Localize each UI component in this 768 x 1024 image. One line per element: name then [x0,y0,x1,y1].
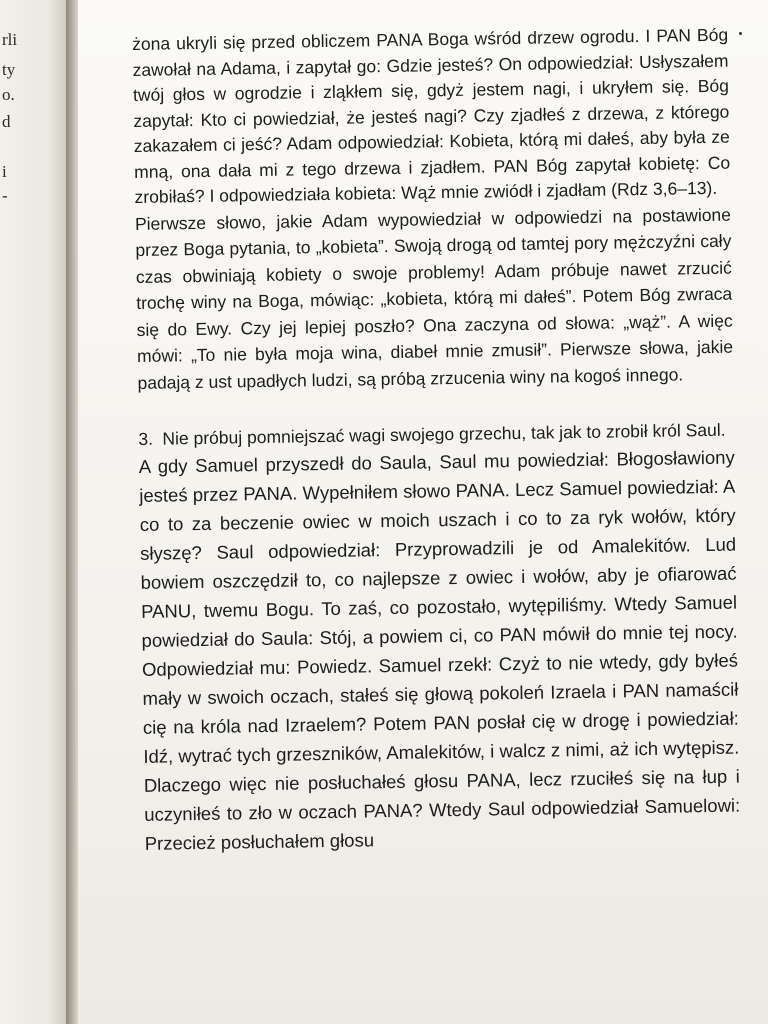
point-number: 3. [138,428,154,449]
commentary-paragraph: Pierwsze słowo, jakie Adam wypowiedział w odpowiedzi na postawione przez Boga pytania, to „kobieta”. Swoją drogą od tamtej pory mężczyźni cały czas obwiniają kobiety o swoje problemy! Adam próbuje nawet zrzucić trochę winy na Boga, mówiąc: „kobieta, którą mi dałeś”. Potem Bóg zwraca się do Ewy. Czy jej lepiej poszło? Ona zaczyna od słowa: „wąż”. A więc mówi: „To nie była moja wina, diabeł mnie zmusił”. Pierwsze słowa, jakie padają z ust upadłych ludzi, są próbą zrzucenia winy na kogoś innego. [134,204,734,393]
quote-paragraph-samuel: A gdy Samuel przyszedł do Saula, Saul mu powiedział: Błogosławiony jesteś przez PANA. Wypełniłem słowo PANA. Lecz Samuel powiedział: A co to za beczenie owiec w moich uszach i co to za ryk wołów, który słyszę? Saul odpowiedział: Przyprowadzili je od Amalekitów. Lud bowiem oszczędził to, co najlepsze z owiec i wołów, aby je ofiarować PANU, twemu Bogu. To zaś, co pozostało, wytępiliśmy. Wtedy Samuel powiedział do Saula: Stój, a powiem ci, co PAN mówił do mnie tej nocy. Odpowiedział mu: Powiedz. Samuel rzekł: Czyż to nie wtedy, gdy byłeś mały w swoich oczach, stałeś się głową pokoleń Izraela i PAN namaścił cię na króla nad Izraelem? Potem PAN posłał cię w drogę i powiedział: Idź, wytrać tych grzeszników, Amalekitów, i walcz z nimi, aż ich wytępisz. Dlaczego więc nie posłuchałeś głosu PANA, lecz rzuciłeś się na łup i uczyniłeś to zło w oczach PANA? Wtedy Saul odpowiedział Samuelowi: Przecież posłuchałem głosu [138,446,741,854]
page-mark [739,32,742,35]
left-page [0,0,70,1024]
left-page-fragment: d [2,112,11,131]
left-page-fragment: rli [2,30,18,49]
page-text [132,23,741,858]
right-page [78,0,768,1024]
left-page-fragment: i [2,162,7,181]
left-page-fragment: ty [2,60,16,79]
quote-paragraph-genesis: żona ukryli się przed obliczem PANA Boga wśród drzew ogrodu. I PAN Bóg zawołał na Adama, i zapytał go: Gdzie jesteś? On odpowiedział: Usłyszałem twój głos w ogrodzie i zląkłem się, gdyż jestem nagi, i ukryłem się. Bóg zapytał: Kto ci powiedział, że jesteś nagi? Czy zjadłeś z drzewa, z którego zakazałem ci jeść? Adam odpowiedział: Kobieta, którą mi dałeś, aby była ze mną, ona dała mi z tego drzewa i zjadłem. PAN Bóg zapytał kobietę: Co zrobiłaś? I odpowiedziała kobieta: Wąż mnie zwiódł i zjadłam (Rdz 3,6–13). [132,24,731,207]
left-page-fragment: o. [2,85,15,104]
point-text: Nie próbuj pomniejszać wagi swojego grzechu, tak jak to zrobił król Saul. [162,419,726,449]
left-page-fragment: - [2,186,8,205]
